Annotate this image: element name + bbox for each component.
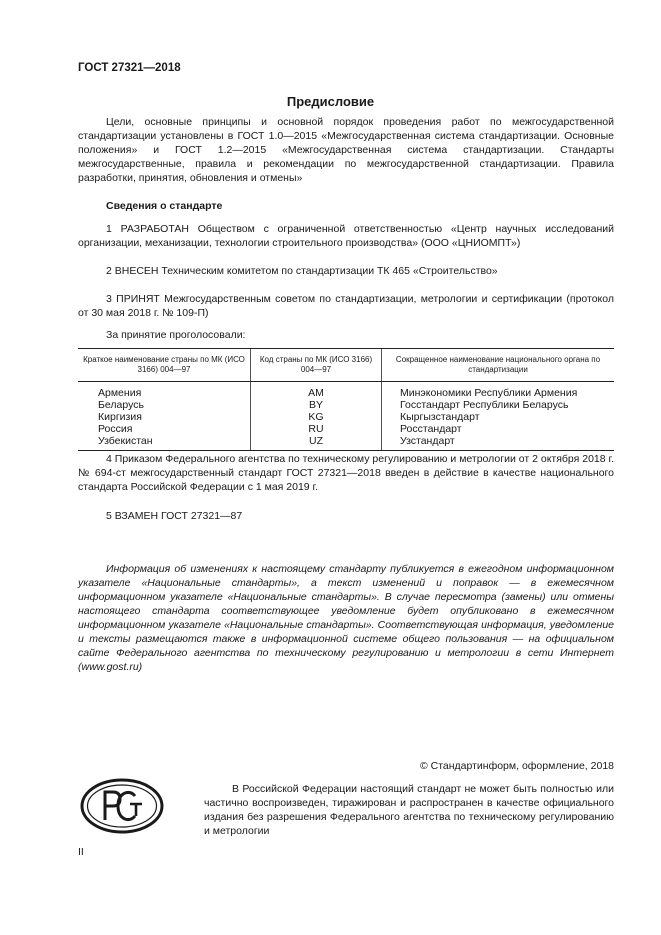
item-enacted: 4 Приказом Федерального агентства по техническому регулированию и метрологии от 2 октября 2018 г. № 694-ст межгосударственный стандарт ГОСТ 27321—2018 введен в действие в качестве национального стандарта Российской Федерации с 1 мая 2019 г.: [78, 453, 614, 493]
item-replaces: 5 ВЗАМЕН ГОСТ 27321—87: [106, 510, 243, 522]
country-name-cell: Россия: [98, 423, 133, 435]
info-note: Информация об изменениях к настоящему стандарту публикуется в ежегодном информационном указателе «Национальные стандарты», а текст изменений и поправок — в ежемесячном информационном указателе «Национальные стандарты». В случае пересмотра (замены) или отмены настоящего стандарта соответствующее уведомление будет опубликовано в ежемесячном информационном указателе «Национальные стандарты». Соответствующая информация, уведомление и тексты размещаются также в информационной системе общего пользования — на официальном сайте Федерального агентства по техническому регулированию и метрологии в сети Интернет (www.gost.ru): [78, 563, 614, 673]
standards-body-cell: Кыргызстандарт: [382, 411, 615, 423]
page-number: II: [78, 846, 84, 858]
country-code-cell: KG: [251, 411, 382, 423]
table-row: [78, 423, 614, 435]
intro-paragraph: Цели, основные принципы и основной порядок проведения работ по межгосударственной стандартизации установлены в ГОСТ 1.0—2015 «Межгосударственная система стандартизации. Основные положения» и ГОСТ 1.2—2015 «Межгосударственная система стандартизации. Стандарты межгосударственные, правила и рекомендации по межгосударственной стандартизации. Правила разработки, принятия, обновления и отмены»: [78, 116, 614, 184]
doc-code-header: ГОСТ 27321—2018: [78, 62, 181, 74]
table-header-row: [78, 349, 614, 382]
standards-body-cell: Узстандарт: [382, 435, 615, 451]
country-code-cell: UZ: [251, 435, 382, 451]
table-row: [78, 411, 614, 423]
page-title: Предисловие: [286, 94, 375, 109]
rights-notice: В Российской Федерации настоящий стандарт не может быть полностью или частично воспроизведен, тиражирован и распространен в качестве официального издания без разрешения Федерального агентства по техническому регулированию и метрологии: [204, 783, 614, 837]
rst-mark-icon: [80, 778, 164, 834]
country-name-cell: Узбекистан: [78, 435, 251, 451]
copyright-line: © Стандартинформ, оформление, 2018: [419, 760, 614, 772]
item-adopted: 3 ПРИНЯТ Межгосударственным советом по стандартизации, метрологии и сертификации (протокол от 30 мая 2018 г. № 109-П): [78, 293, 614, 319]
standards-body-cell: Росстандарт: [382, 423, 615, 435]
country-name-cell: Беларусь: [98, 399, 144, 411]
vote-label: За принятие проголосовали:: [106, 329, 246, 341]
country-code-cell: RU: [251, 423, 382, 435]
voting-table: [78, 348, 614, 451]
standards-body-cell: Минэкономики Республики Армения: [382, 382, 615, 400]
header-country-code: Код страны по МК (ИСО 3166) 004—97: [251, 349, 382, 382]
country-name-cell: Армения: [98, 387, 142, 399]
item-developed: 1 РАЗРАБОТАН Обществом с ограниченной ответственностью «Центр научных исследований организации, механизации, технологии строительного производства» (ООО «ЦНИОМПТ»): [78, 223, 614, 249]
section-title: Сведения о стандарте: [106, 200, 223, 212]
item-introduced: 2 ВНЕСЕН Техническим комитетом по стандартизации ТК 465 «Строительство»: [106, 265, 498, 277]
header-standards-body: Сокращенное наименование национального органа по стандартизации: [382, 349, 615, 382]
table-row: [78, 435, 614, 451]
country-code-cell: AM: [251, 382, 382, 400]
country-name-cell: Киргизия: [98, 411, 142, 423]
table-row: [78, 399, 614, 411]
country-code-cell: BY: [251, 399, 382, 411]
table-row: [78, 382, 614, 400]
header-country-name: Краткое наименование страны по МК (ИСО 3166) 004—97: [78, 349, 251, 382]
standards-body-cell: Госстандарт Республики Беларусь: [382, 399, 615, 411]
